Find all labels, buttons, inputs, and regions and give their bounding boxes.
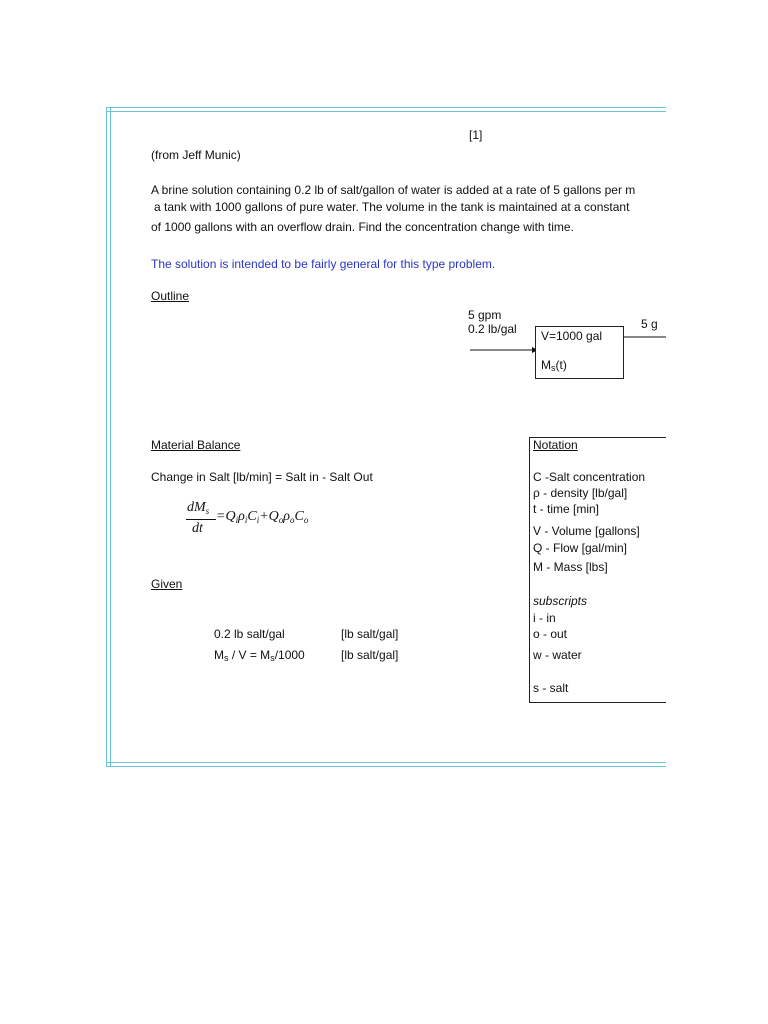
equation-denominator: dt [192,521,203,536]
notation-flow: Q - Flow [gal/min] [533,541,628,555]
eq-c-out-sub: o [303,515,309,525]
notation-concentration: C -Salt concentration [533,470,646,484]
notation-box [529,437,666,703]
eq-rho-out-sub: o [290,515,295,525]
balance-statement: Change in Salt [lb/min] = Salt in - Salt Out [151,470,373,484]
problem-line-1: A brine solution containing 0.2 lb of salt/gallon of water is added at a rate of 5 gallons per m [151,183,636,197]
tank-mass-subscript: s [551,363,556,373]
notation-mass: M - Mass [lbs] [533,560,608,574]
notation-density: ρ - density [lb/gal] [533,486,628,500]
eq-rho-in-sub: i [244,515,248,525]
frame-left-outer [106,107,107,767]
notation-subscript-out: o - out [533,627,568,641]
eq-rho-out: ρ [283,509,291,524]
tank-mass-symbol: M [541,358,551,372]
eq-q-in: Q [225,509,236,524]
balance-equation [184,500,384,544]
eq-c-in: C [247,509,257,524]
given-row-1-unit: [lb salt/gal] [341,627,399,641]
frame-bottom-outer [106,766,666,767]
tank-volume-label: V=1000 gal [541,329,603,343]
equation-rhs [216,509,308,525]
equation-numerator-symbol: dM [187,500,206,515]
eq-equals: = [216,509,226,524]
equation-numerator [187,500,209,516]
notation-subscript-water: w - water [533,648,582,662]
tank-mass-label [541,358,567,372]
given-heading: Given [151,577,183,591]
eq-plus: + [259,509,269,524]
eq-rho-in: ρ [238,509,245,524]
eq-c-in-sub: i [256,515,260,525]
eq-q-out: Q [268,509,279,524]
problem-line-3: of 1000 gallons with an overflow drain. Find the concentration change with time. [151,220,574,234]
frame-top-outer [106,107,666,108]
eq-q-in-sub: i [235,515,239,525]
solution-note: The solution is intended to be fairly general for this type problem. [151,257,496,271]
outflow-rate-label: 5 g [641,317,658,331]
notation-heading: Notation [533,438,578,452]
given-row-2-value [214,648,305,662]
equation-numerator-subscript: s [205,506,210,516]
eq-q-out-sub: o [278,515,284,525]
page-number: [1] [469,128,483,142]
given-row-2-mass: M [214,648,224,662]
given-row-2-middle: / V = M [228,648,271,662]
inflow-concentration-label: 0.2 lb/gal [468,322,517,336]
document-page [106,107,666,767]
given-row-2-mass-sub-2: s [270,653,275,663]
given-row-2-unit: [lb salt/gal] [341,648,399,662]
source-credit: (from Jeff Munic) [151,148,241,162]
notation-subscript-in: i - in [533,611,556,625]
given-row-1-value: 0.2 lb salt/gal [214,627,285,641]
notation-volume: V - Volume [gallons] [533,524,640,538]
tank-box [535,326,624,379]
frame-bottom-inner [106,762,666,763]
frame-top-inner [106,111,666,112]
problem-line-2: a tank with 1000 gallons of pure water. The volume in the tank is maintained at a constant [154,200,630,214]
eq-c-out: C [294,509,304,524]
outflow-line [623,333,666,341]
given-row-2-divisor: /1000 [274,648,305,662]
outline-heading: Outline [151,289,190,303]
tank-mass-argument: (t) [555,358,567,372]
material-balance-heading: Material Balance [151,438,241,452]
given-row-2-mass-sub: s [224,653,229,663]
notation-time: t - time [min] [533,502,600,516]
notation-subscripts-heading: subscripts [533,594,588,608]
frame-left-inner [110,107,111,767]
notation-subscript-salt: s - salt [533,681,569,695]
inflow-arrow [470,344,538,356]
equation-fraction-bar [186,519,216,520]
inflow-rate-label: 5 gpm [468,308,502,322]
